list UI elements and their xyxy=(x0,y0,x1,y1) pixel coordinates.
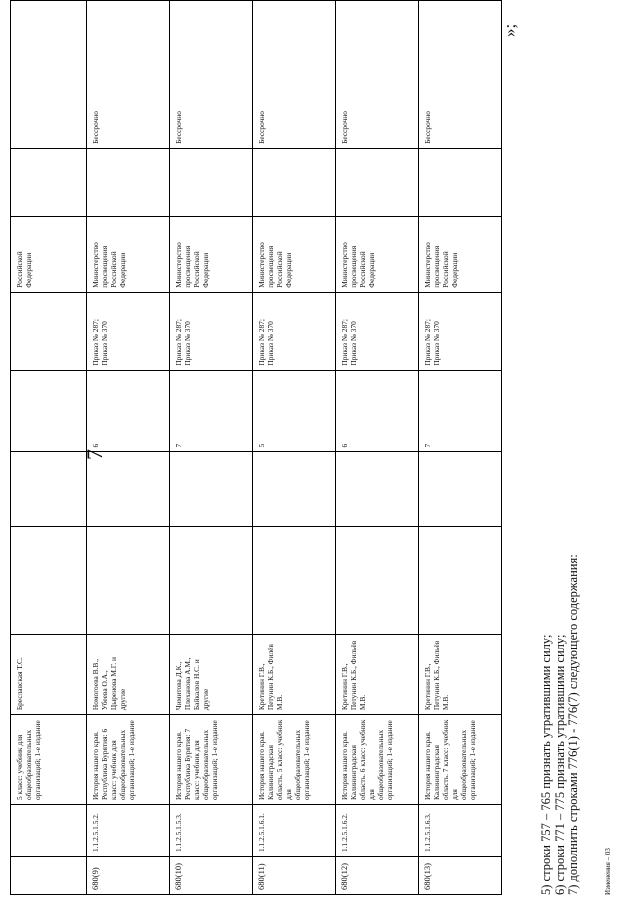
textbook-table xyxy=(10,0,502,895)
table-cell: 1.1.2.5.1.5.3. xyxy=(170,805,253,857)
table-cell xyxy=(336,452,419,527)
table-cell xyxy=(336,148,419,216)
table-cell: Бессрочно xyxy=(87,1,170,149)
table-cell: 1.1.2.5.1.5.2. xyxy=(87,805,170,857)
table-cell: 1.1.2.5.1.6.2. xyxy=(336,805,419,857)
table-cell: Бессрочно xyxy=(253,1,336,149)
table-cell: 680(12) xyxy=(336,857,419,895)
table-cell: Приказ № 287; Приказ № 370 xyxy=(419,292,502,370)
amendment-notes xyxy=(540,554,581,895)
table-cell: Российской Федерации xyxy=(11,216,87,292)
table-cell: История нашего края. Республика Бурятия: 7 класс: учебник для общеобразовательных организаций; 1-е издание xyxy=(170,715,253,805)
table-cell: Министерство просвещения Российской Федерации xyxy=(419,216,502,292)
table-cell: История нашего края. Калининградская область. 5 класс: учебник для общеобразовательных организаций; 1-е издание xyxy=(253,715,336,805)
table-cell xyxy=(170,452,253,527)
table-cell xyxy=(11,148,87,216)
table-cell xyxy=(11,527,87,635)
table-cell: Бессрочно xyxy=(170,1,253,149)
table-cell xyxy=(11,370,87,452)
note-line: 7) дополнить строками 776(1) - 776(7) следующего содержания: xyxy=(566,554,580,895)
note-line: 6) строки 771 – 775 признать утратившими силу; xyxy=(552,634,567,895)
table-cell xyxy=(253,148,336,216)
table-row xyxy=(253,1,336,895)
table-cell xyxy=(253,452,336,527)
table-cell: Министерство просвещения Российской Федерации xyxy=(336,216,419,292)
table-cell: 7 xyxy=(170,370,253,452)
table-cell xyxy=(87,452,170,527)
table-cell: 7 xyxy=(419,370,502,452)
table-cell: Приказ № 287; Приказ № 370 xyxy=(87,292,170,370)
table-cell: Чимитова Д.К., Плеханова А.М., Байкалов Н.С. и другие xyxy=(170,635,253,715)
table-cell: Номогоева В.В., Убеева О.А., Цыренова М.Г. и другие xyxy=(87,635,170,715)
table-cell xyxy=(11,1,87,149)
table-cell: Министерство просвещения Российской Федерации xyxy=(253,216,336,292)
table-cell: 5 класс: учебник для общеобразовательных организаций; 1-е издание xyxy=(11,715,87,805)
table-cell: 5 xyxy=(253,370,336,452)
table-cell: Бреславская Т.С. xyxy=(11,635,87,715)
table-cell xyxy=(419,527,502,635)
table-cell: Приказ № 287; Приказ № 370 xyxy=(253,292,336,370)
table-cell: Кретинин Г.В., Петунин К.Б., Фильёв М.В. xyxy=(336,635,419,715)
table-cell xyxy=(419,452,502,527)
table-cell: Бессрочно xyxy=(419,1,502,149)
table-cell: 680(9) xyxy=(87,857,170,895)
table-cell: Бессрочно xyxy=(336,1,419,149)
table-cell: Кретинин Г.В., Петунин К.Б., Филёв М.В. xyxy=(253,635,336,715)
table-cell xyxy=(336,527,419,635)
footer-text: Изменения – 03 xyxy=(604,848,612,895)
table-cell: Приказ № 287; Приказ № 370 xyxy=(336,292,419,370)
table-cell: 1.1.2.5.1.6.1. xyxy=(253,805,336,857)
page-number: 7 xyxy=(82,449,107,460)
table-cell xyxy=(253,527,336,635)
note-line: 5) строки 757 – 765 признать утратившими силу; xyxy=(539,634,553,895)
table-cell: Кретинин Г.В., Петунин К.Б., Фильёв М.В. xyxy=(419,635,502,715)
table-cell: 680(13) xyxy=(419,857,502,895)
table-cell: История нашего края. Калининградская область. 7 класс: учебник для общеобразовательных организаций; 1-е издание xyxy=(419,715,502,805)
table-row xyxy=(170,1,253,895)
table-cell xyxy=(170,527,253,635)
table-cell xyxy=(419,148,502,216)
table-cell: 680(11) xyxy=(253,857,336,895)
table-cell xyxy=(87,527,170,635)
table-row xyxy=(419,1,502,895)
table-cell: 1.1.2.5.1.6.3. xyxy=(419,805,502,857)
table-row xyxy=(11,1,87,895)
table-cell xyxy=(11,292,87,370)
closing-quote: »; xyxy=(500,23,519,37)
table-row xyxy=(87,1,170,895)
table-cell xyxy=(11,452,87,527)
table-cell: 6 xyxy=(336,370,419,452)
table-cell xyxy=(170,148,253,216)
table-row xyxy=(336,1,419,895)
table-cell xyxy=(11,857,87,895)
table-cell: История нашего края. Республика Бурятия: 6 класс: учебник для общеобразовательных организаций; 1-е издание xyxy=(87,715,170,805)
table-cell xyxy=(87,148,170,216)
table-cell: Министерство просвещения Российской Федерации xyxy=(170,216,253,292)
table-cell: 680(10) xyxy=(170,857,253,895)
table-cell: Приказ № 287; Приказ № 370 xyxy=(170,292,253,370)
table-cell: Министерство просвещения Российской Федерации xyxy=(87,216,170,292)
table-cell xyxy=(11,805,87,857)
table-cell: 6 xyxy=(87,370,170,452)
table-cell: История нашего края. Калининградская область. 6 класс: учебник для общеобразовательных организаций; 1-е издание xyxy=(336,715,419,805)
